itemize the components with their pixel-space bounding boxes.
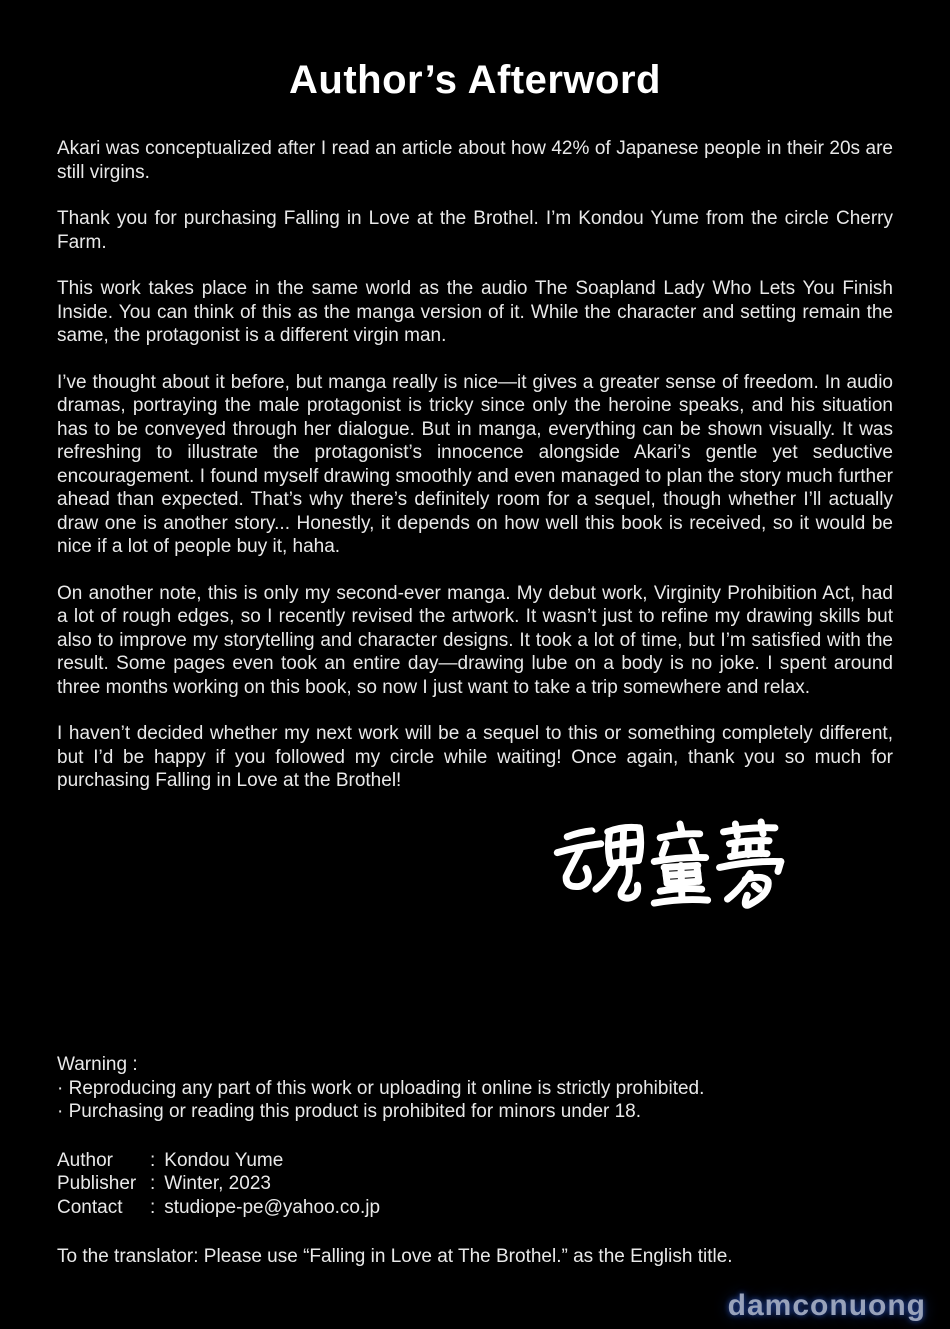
credit-value: Kondou Yume — [164, 1149, 284, 1171]
signature-kanji-svg — [551, 817, 803, 911]
credit-value: studiope-pe@yahoo.co.jp — [164, 1196, 381, 1218]
credits-block — [57, 1149, 893, 1220]
colophon-section — [57, 1053, 893, 1269]
credit-label: Contact — [57, 1196, 123, 1218]
credit-separator: : — [150, 1196, 156, 1218]
afterword-paragraph: Akari was conceptualized after I read an article about how 42% of Japanese people in their 20s are still virgins. — [57, 138, 893, 183]
page-title: Author’s Afterword — [289, 58, 661, 102]
credit-row-publisher — [57, 1172, 893, 1196]
afterword-paragraph: On another note, this is only my second-ever manga. My debut work, Virginity Prohibition Act, had a lot of rough edges, so I recently revised the artwork. It wasn’t just to refine my drawing skills but also to improve my storytelling and character designs. It took a lot of time, but I’m satisfied with the result. Some pages even took an entire day—drawing lube on a body is no joke. I spent around three months working on this book, so now I just want to take a trip somewhere and relax. — [57, 582, 893, 698]
credit-label: Publisher — [57, 1173, 137, 1194]
watermark: damconuong — [727, 1289, 926, 1322]
afterword-paragraph: I haven’t decided whether my next work will be a sequel to this or something completely different, but I’d be happy if you followed my circle while waiting! Once again, thank you so much for purchasing Falling in Love at the Brothel! — [57, 723, 893, 791]
translator-note: To the translator: Please use “Falling in Love at The Brothel.” as the English title. — [57, 1246, 733, 1267]
credit-label: Author — [57, 1149, 113, 1171]
afterword-content — [0, 58, 950, 911]
warning-heading: Warning : — [57, 1054, 138, 1075]
credit-separator: : — [150, 1149, 156, 1171]
credit-row-contact — [57, 1196, 893, 1220]
credit-value: Winter, 2023 — [164, 1173, 271, 1194]
credit-separator: : — [150, 1173, 156, 1194]
afterword-paragraph: Thank you for purchasing Falling in Love at the Brothel. I’m Kondou Yume from the circle Cherry Farm. — [57, 208, 893, 253]
warning-block — [57, 1053, 893, 1124]
warning-item: · Purchasing or reading this product is prohibited for minors under 18. — [57, 1101, 642, 1122]
afterword-paragraph: I’ve thought about it before, but manga really is nice—it gives a greater sense of freedom. In audio dramas, portraying the male protagonist is tricky since only the heroine speaks, and his situation has to be conveyed through her dialogue. But in manga, everything can be shown visually. It was refreshing to illustrate the protagonist’s innocence alongside Akari’s gentle yet seductive encouragement. I found myself drawing smoothly and even managed to plan the story much further ahead than expected. That’s why there’s definitely room for a sequel, though whether I’ll actually draw one is another story... Honestly, it depends on how well this book is received, so it would be nice if a lot of people buy it, haha. — [57, 371, 893, 557]
credit-row-author — [57, 1149, 893, 1173]
warning-item: · Reproducing any part of this work or uploading it online is strictly prohibited. — [57, 1077, 705, 1099]
author-signature-calligraphy — [551, 817, 803, 911]
afterword-paragraph: This work takes place in the same world as the audio The Soapland Lady Who Lets You Finish Inside. You can think of this as the manga version of it. While the character and setting remain the same, the protagonist is a different virgin man. — [57, 278, 893, 346]
